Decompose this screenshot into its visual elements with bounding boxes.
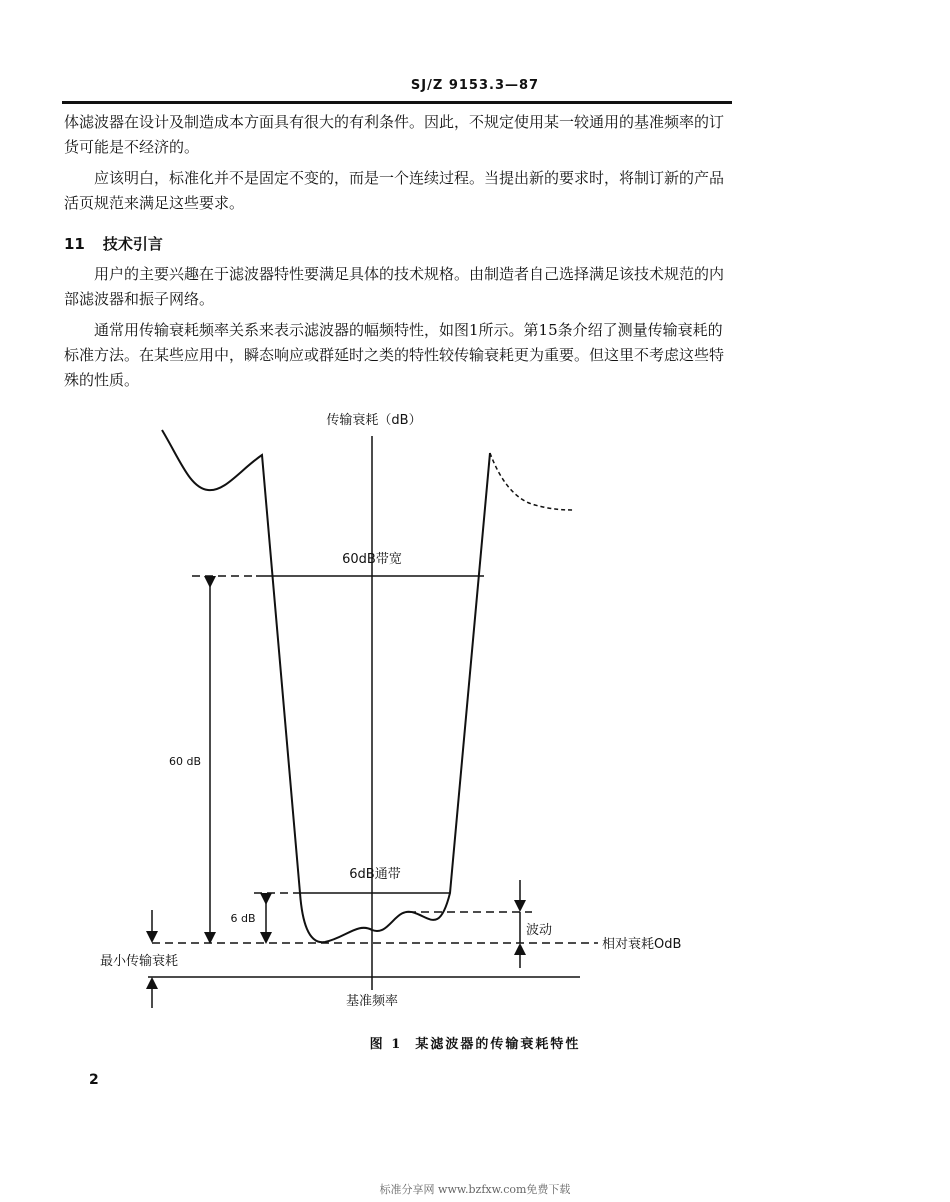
attenuation-curve: [162, 430, 490, 942]
figure-title: 某滤波器的传输衰耗特性: [415, 1037, 581, 1052]
y-axis-label: 传输衰耗（dB）: [326, 413, 422, 428]
paragraph: 通常用传输衰耗频率关系来表示滤波器的幅频特性，如图1所示。第15条介绍了测量传输衰耗的标准方法。在某些应用中，瞬态响应或群延时之类的特性较传输衰耗更为重要。但这里不考虑这些特殊的性质。: [64, 321, 725, 389]
paragraph: 应该明白，标准化并不是固定不变的，而是一个连续过程。当提出新的要求时，将制订新的产品活页规范来满足这些要求。: [64, 169, 725, 212]
min-loss-label: 最小传输衰耗: [100, 954, 179, 969]
section-number: 11: [64, 235, 85, 253]
document-code-header: SJ/Z 9153.3—87: [410, 78, 540, 93]
x-axis-label: 基准频率: [345, 994, 399, 1009]
relative-loss-label: 相对衰耗OdB: [602, 937, 682, 952]
figure-number: 图 1: [369, 1037, 403, 1052]
section-title: 技术引言: [102, 235, 163, 253]
bw60-label: 60dB带宽: [342, 552, 402, 567]
dim-60db-label: 60 dB: [168, 755, 202, 768]
page-number: 2: [89, 1072, 99, 1088]
paragraph: 用户的主要兴趣在于滤波器特性要满足具体的技术规格。由制造者自己选择满足该技术规范的内部滤波器和振子网络。: [64, 265, 725, 308]
footer-watermark: 标准分享网 www.bzfxw.com免费下载: [379, 1183, 571, 1196]
attenuation-curve-tail: [490, 453, 574, 510]
dim-6db-label: 6 dB: [230, 912, 256, 925]
figure-caption: [0, 1033, 950, 1052]
paragraph: 体滤波器在设计及制造成本方面具有很大的有利条件。因此，不规定使用某一较通用的基准频率的订货可能是不经济的。: [64, 113, 725, 156]
pass6-label: 6dB通带: [349, 867, 401, 882]
ripple-label: 波动: [526, 923, 553, 938]
